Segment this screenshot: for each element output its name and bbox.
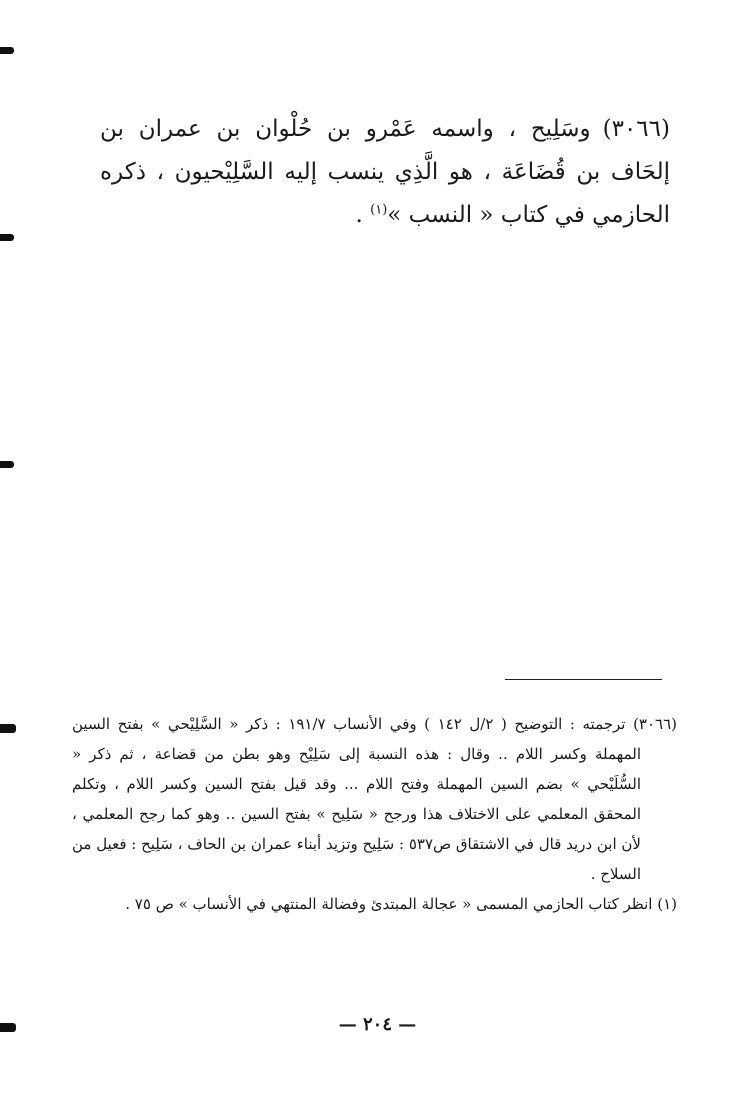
entry-end: .	[355, 202, 371, 228]
footnote-1	[72, 889, 677, 919]
entry-number: (٣٠٦٦)	[602, 116, 670, 142]
footnotes	[72, 709, 677, 919]
footnote-label: (٣٠٦٦)	[633, 715, 678, 733]
footnote-reference: (١)	[370, 202, 388, 218]
entry-text: وسَلِيح ، واسمه عَمْرو بن حُلْوان بن عمران بن إلحَاف بن قُضَاعَة ، هو الَّذِي ينسب إليه السَّلِيْحيون ، ذكره الحازمي في كتاب « النسب »	[100, 116, 670, 228]
scan-edge-mark	[0, 47, 14, 54]
main-entry	[100, 108, 670, 237]
scan-edge-mark	[0, 234, 14, 241]
scan-edge-mark	[0, 724, 16, 733]
footnote-3066	[72, 709, 677, 889]
footnote-label: (١)	[657, 895, 677, 913]
footnote-separator	[505, 679, 662, 680]
scan-edge-mark	[0, 461, 14, 468]
footnote-text: ترجمته : التوضيح ( ٢/ل ١٤٢ ) وفي الأنساب ١٩١/٧ : ذكر « السَّلِيْحي » بفتح السين المهملة وكسر اللام .. وقال : هذه النسبة إلى سَلِيْح وهو بطن من قضاعة ، ثم ذكر « السُّلَيْحي » بضم السين المهملة وفتح اللام ... وقد قيل بفتح السين وكسر اللام ، وتكلم المحقق المعلمي على الاختلاف هذا ورجح « سَلِيح » بفتح السين .. وهو كما رجح المعلمي ، لأن ابن دريد قال في الاشتقاق ص٥٣٧ : سَلِيح وتزيد أبناء عمران بن الحاف ، سَلِيح : فعيل من السلاح .	[71, 715, 641, 883]
page-number: — ٢٠٤ —	[338, 1014, 417, 1035]
footnote-text: انظر كتاب الحازمي المسمى « عجالة المبتدئ وفضالة المنتهي في الأنساب » ص ٧٥ .	[125, 895, 653, 913]
